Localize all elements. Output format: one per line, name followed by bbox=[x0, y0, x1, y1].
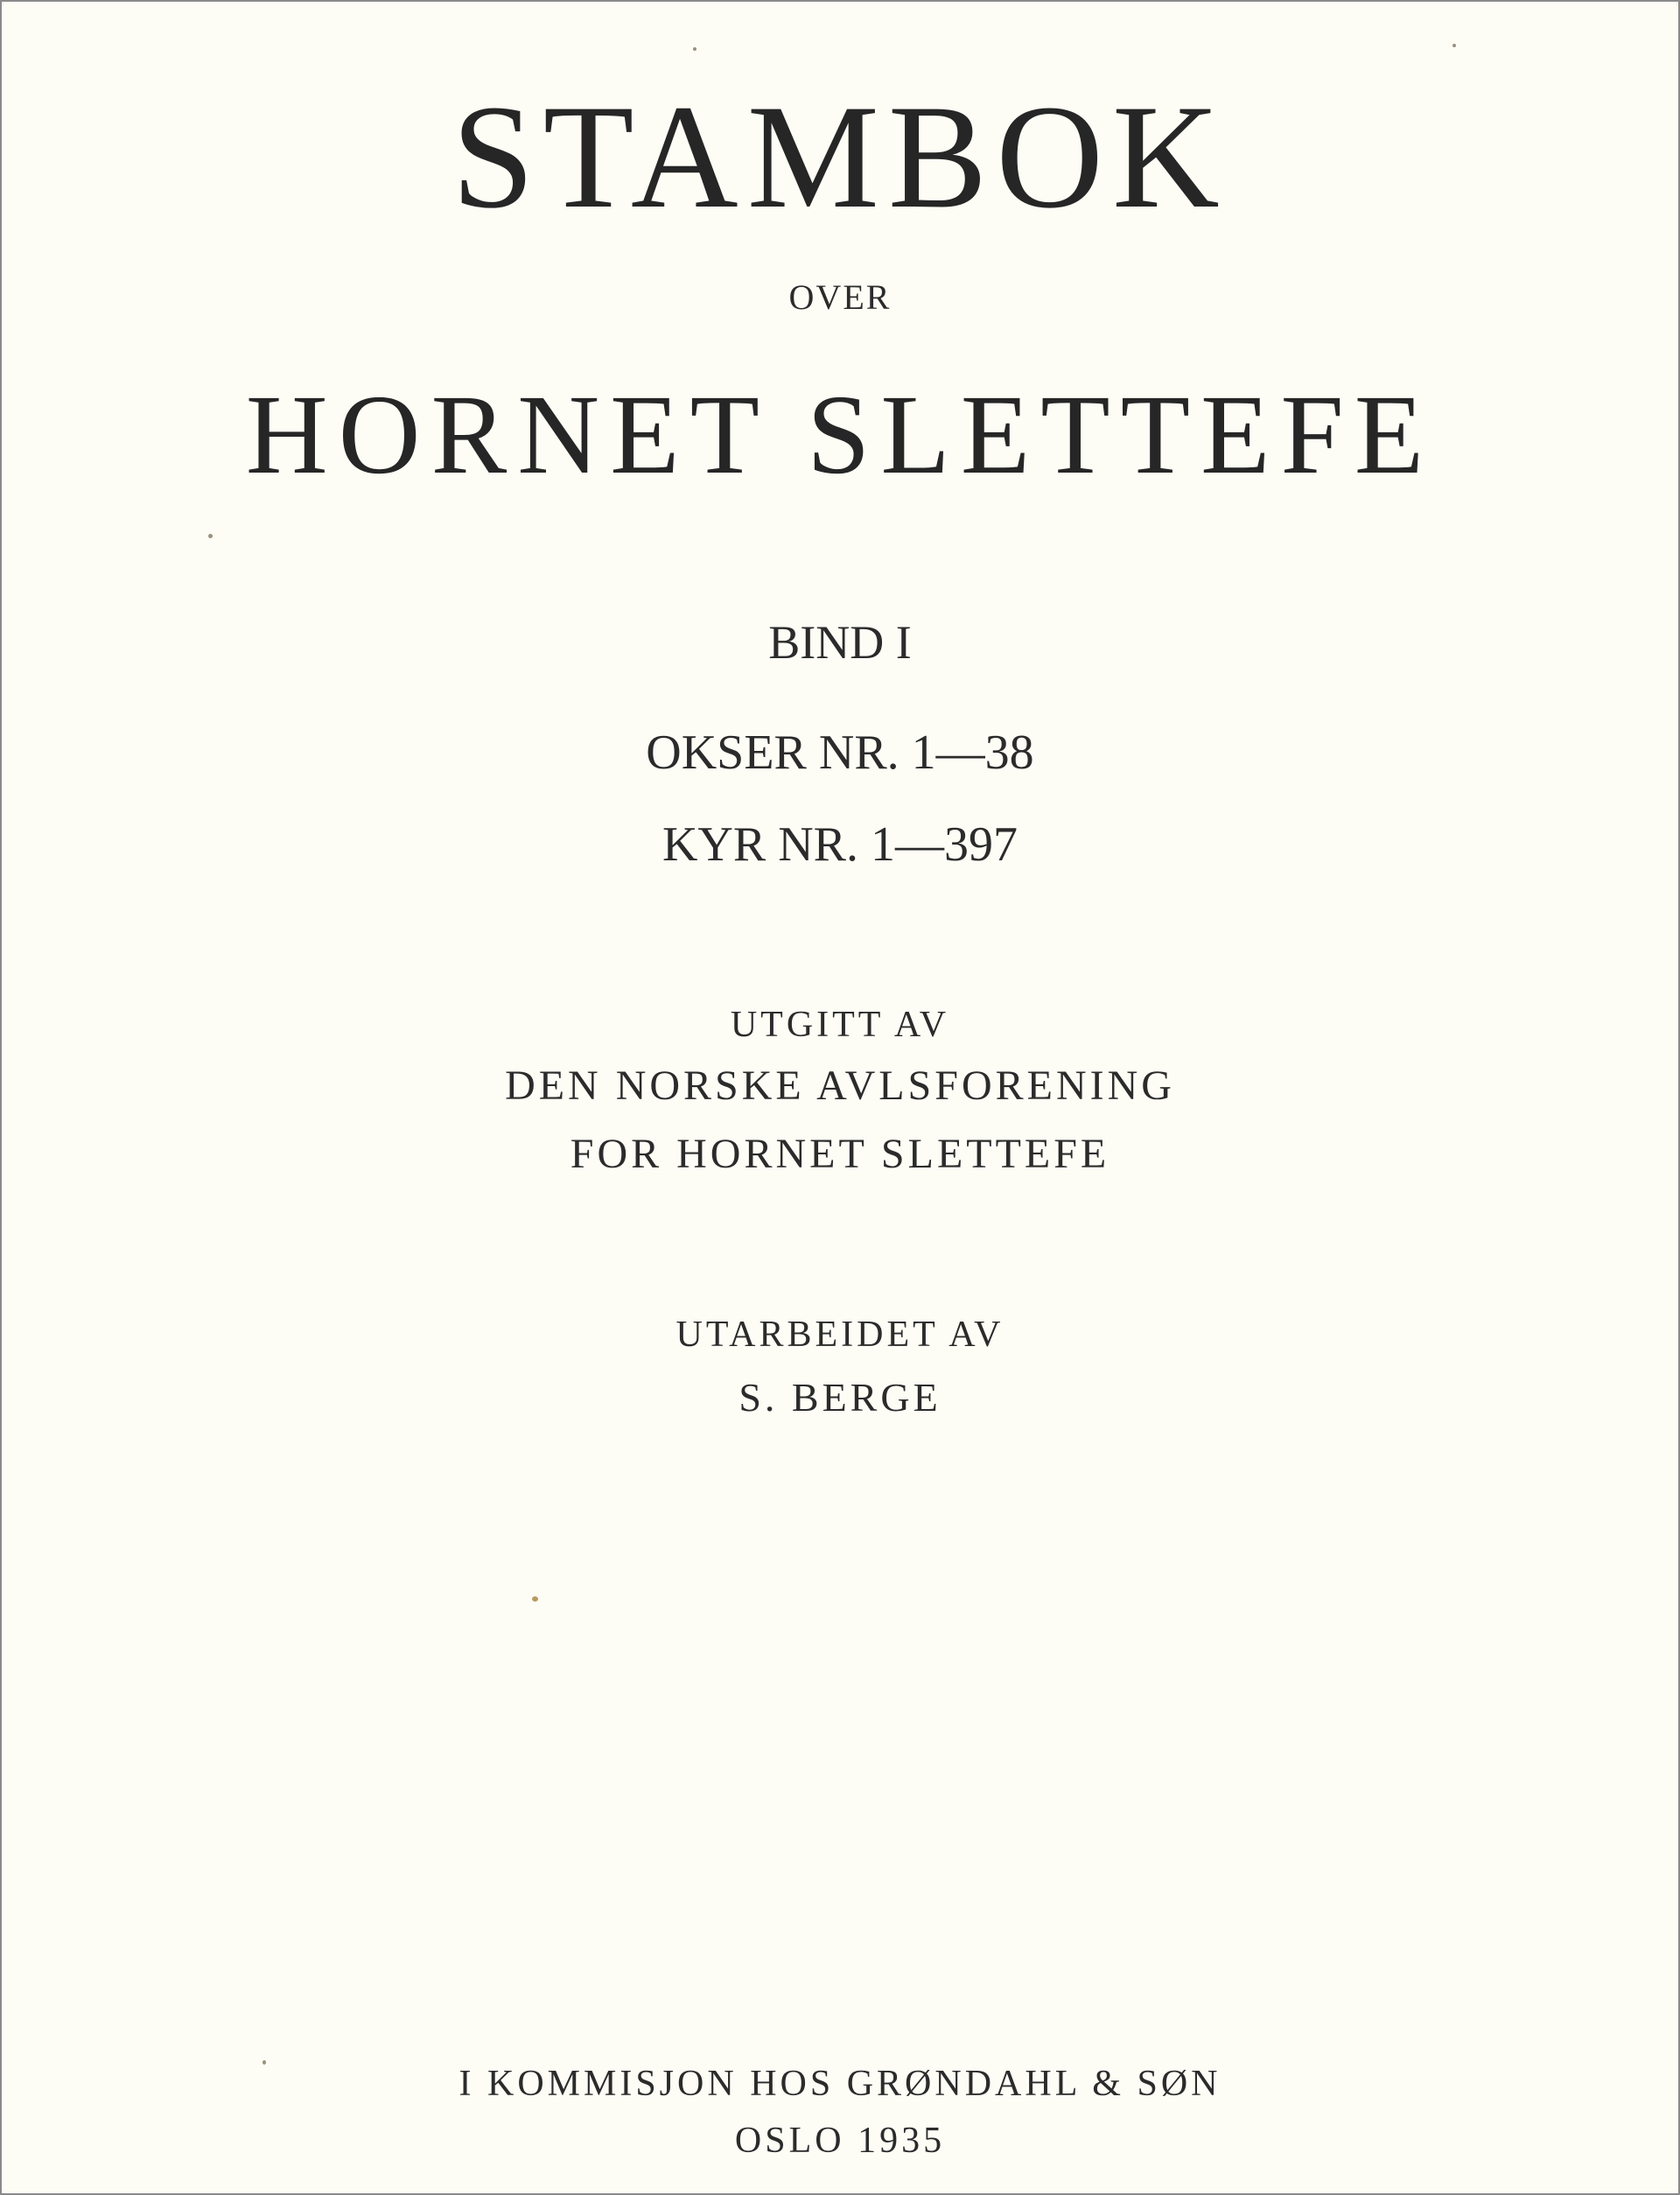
published-by-label: UTGITT AV bbox=[730, 1005, 950, 1045]
publisher-org-line1: DEN NORSKE AVLSFORENING bbox=[505, 1062, 1175, 1109]
paper-speck bbox=[693, 47, 696, 51]
paper-speck bbox=[208, 534, 213, 538]
book-title: STAMBOK bbox=[452, 74, 1228, 239]
volume-label: BIND I bbox=[768, 616, 912, 669]
paper-speck bbox=[262, 2060, 266, 2065]
paper-speck bbox=[532, 1596, 538, 1602]
place-year: OSLO 1935 bbox=[734, 2121, 946, 2161]
book-subtitle: HORNET SLETTEFE bbox=[245, 372, 1435, 498]
commission-line: I KOMMISJON HOS GRØNDAHL & SØN bbox=[458, 2064, 1222, 2104]
publisher-org-line2: FOR HORNET SLETTEFE bbox=[570, 1131, 1110, 1177]
kyr-range: KYR NR. 1—397 bbox=[662, 817, 1018, 872]
okser-range: OKSER NR. 1—38 bbox=[646, 726, 1034, 780]
paper-speck bbox=[1452, 44, 1456, 47]
title-connector: OVER bbox=[788, 277, 892, 317]
author-name: S. BERGE bbox=[738, 1375, 942, 1420]
prepared-by-label: UTARBEIDET AV bbox=[676, 1315, 1004, 1355]
